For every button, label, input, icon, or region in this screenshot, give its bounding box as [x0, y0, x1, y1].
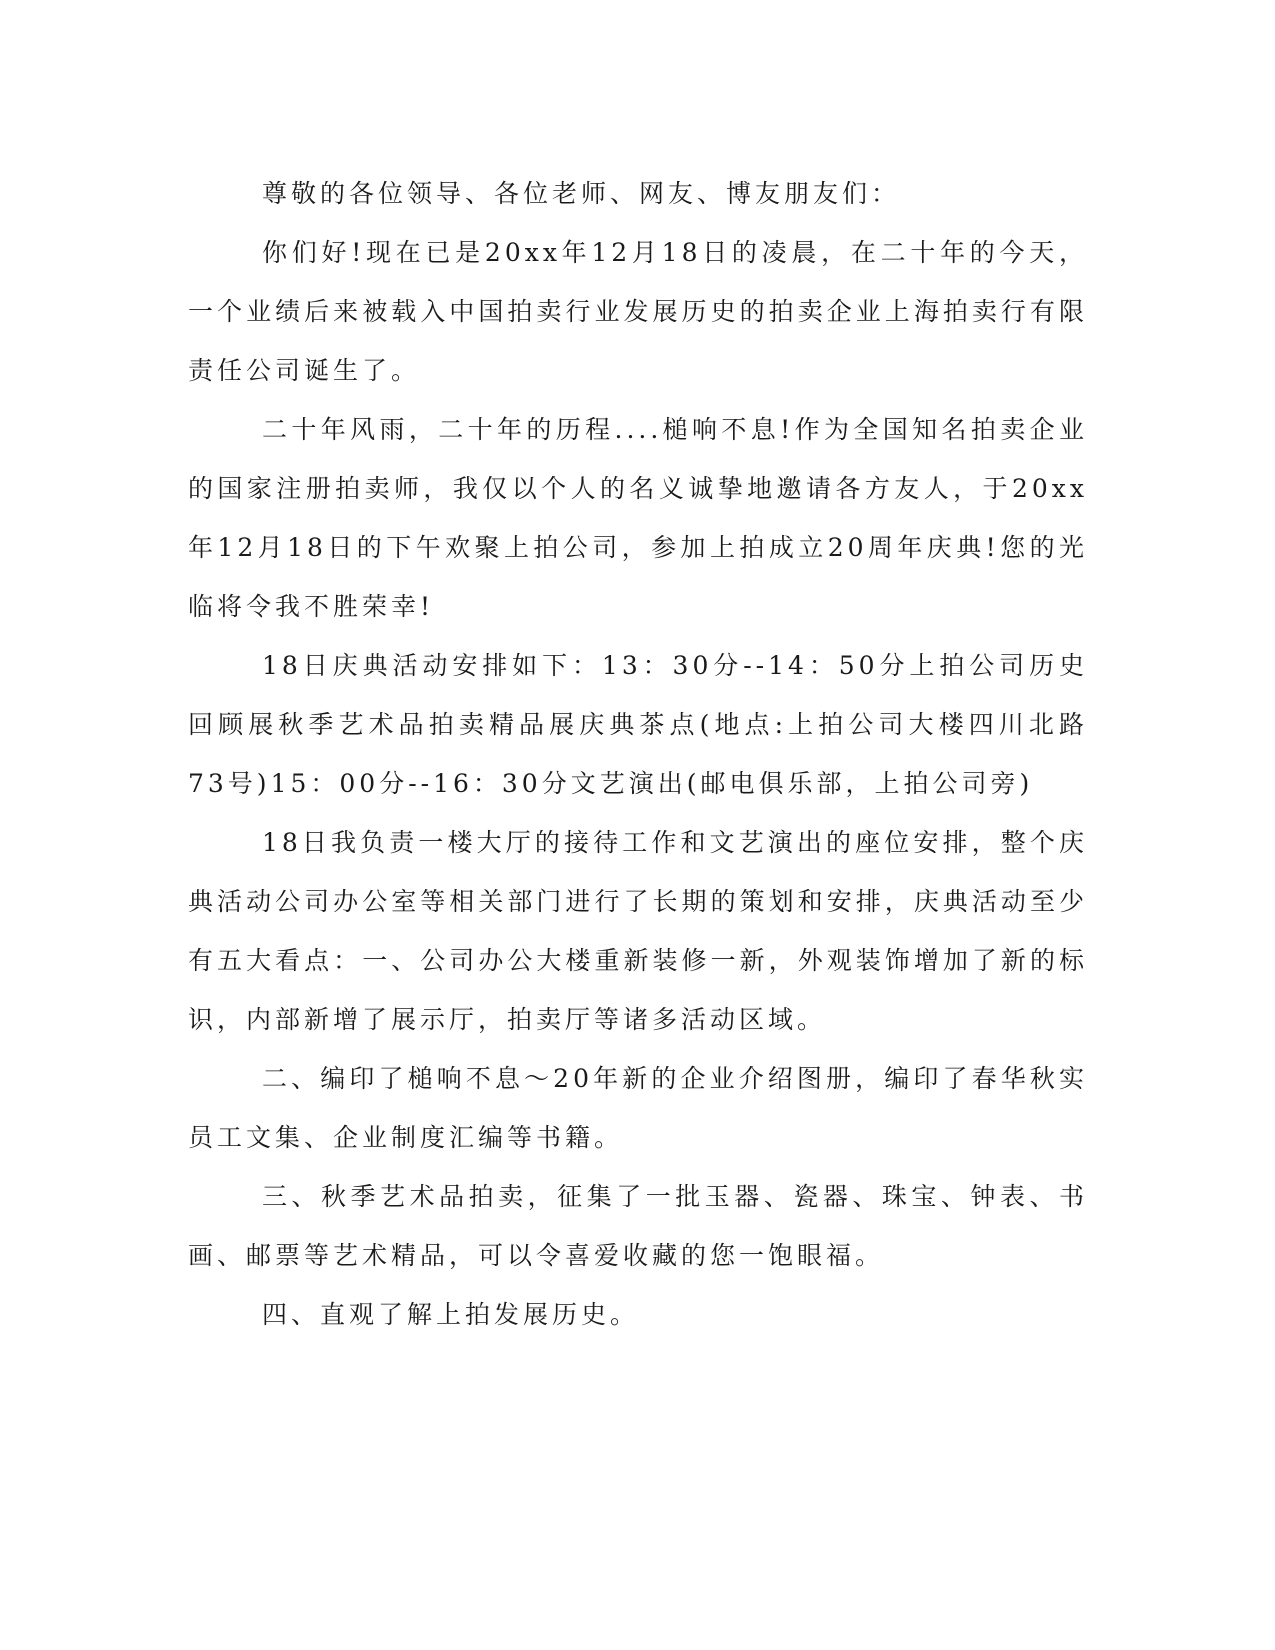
highlight-four-paragraph: 四、直观了解上拍发展历史。	[262, 1300, 640, 1329]
salutation-paragraph: 尊敬的各位领导、各位老师、网友、博友朋友们：	[262, 179, 901, 208]
schedule-paragraph: 18日庆典活动安排如下：13：30分--14：50分上拍公司历史回顾展秋季艺术品拍卖精品展庆典茶点(地点:上拍公司大楼四川北路73号)15：00分--16：30分文艺演出(邮电俱乐部，上拍公司旁)	[188, 651, 1088, 798]
highlight-two-paragraph: 二、编印了槌响不息～20年新的企业介绍图册，编印了春华秋实员工文集、企业制度汇编等书籍。	[188, 1064, 1088, 1152]
highlight-three-paragraph: 三、秋季艺术品拍卖，征集了一批玉器、瓷器、珠宝、钟表、书画、邮票等艺术精品，可以令喜爱收藏的您一饱眼福。	[188, 1182, 1088, 1270]
letter-body	[188, 164, 1088, 1344]
invitation-paragraph: 二十年风雨，二十年的历程....槌响不息!作为全国知名拍卖企业的国家注册拍卖师，我仅以个人的名义诚挚地邀请各方友人，于20xx年12月18日的下午欢聚上拍公司，参加上拍成立20周年庆典!您的光临将令我不胜荣幸!	[188, 415, 1088, 621]
greeting-paragraph: 你们好!现在已是20xx年12月18日的凌晨，在二十年的今天，一个业绩后来被载入中国拍卖行业发展历史的拍卖企业上海拍卖行有限责任公司诞生了。	[188, 238, 1088, 385]
highlights-paragraph: 18日我负责一楼大厅的接待工作和文艺演出的座位安排，整个庆典活动公司办公室等相关部门进行了长期的策划和安排，庆典活动至少有五大看点：一、公司办公大楼重新装修一新，外观装饰增加了新的标识，内部新增了展示厅，拍卖厅等诸多活动区域。	[188, 828, 1088, 1034]
